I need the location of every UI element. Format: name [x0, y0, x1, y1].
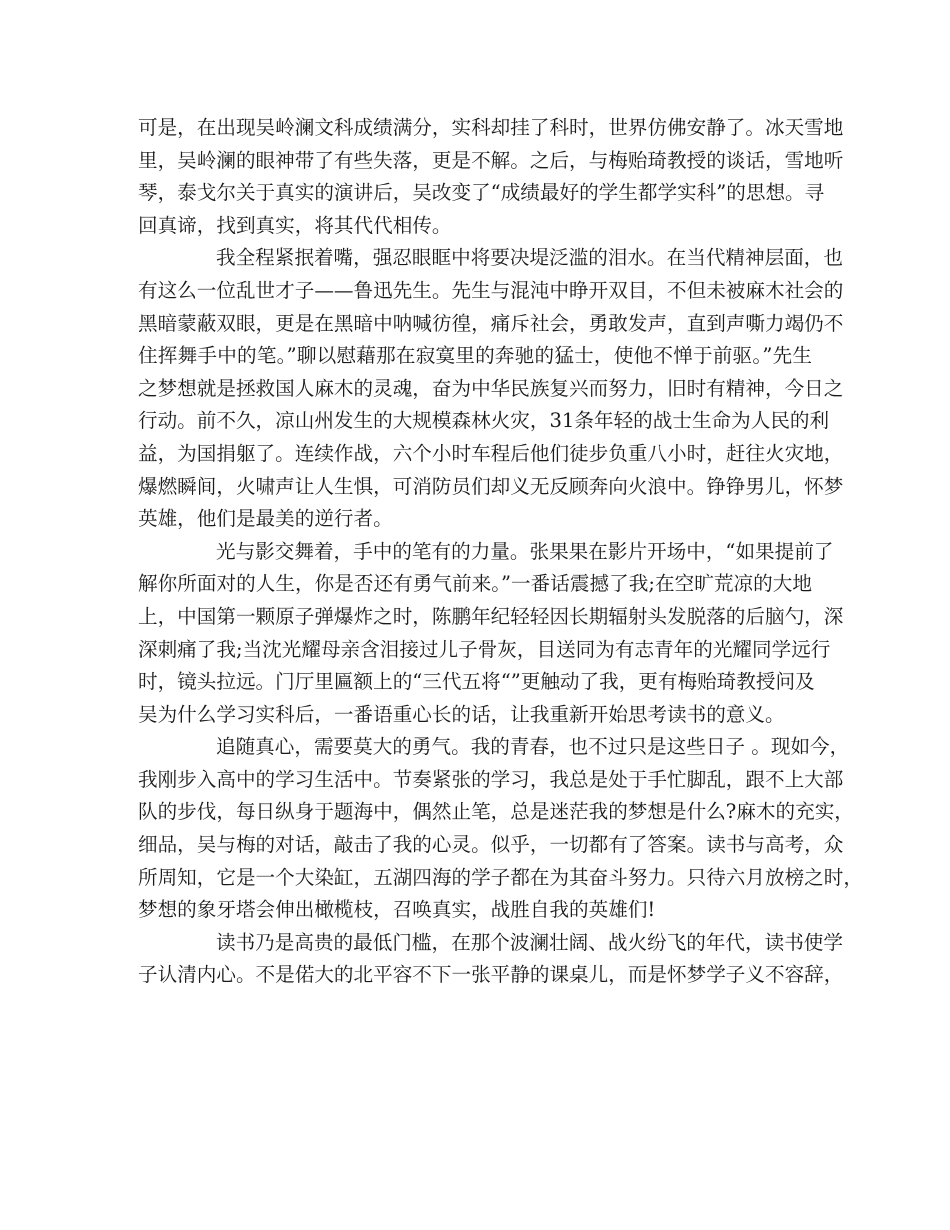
paragraph-2: [138, 242, 844, 535]
text-line: 有这么一位乱世才子——鲁迅先生。先生与混沌中睁开双目，不但未被麻木社会的: [138, 278, 844, 302]
text-line: 琴，泰戈尔关于真实的演讲后，吴改变了“成绩最好的学生都学实科”的思想。寻: [138, 181, 825, 205]
text-line: 吴为什么学习实科后，一番语重心长的话，让我重新开始思考读书的意义。: [138, 702, 785, 726]
text-line: 光与影交舞着，手中的笔有的力量。张果果在影片开场中，“如果提前了: [216, 539, 834, 563]
text-line: 益，为国捐躯了。连续作战，六个小时车程后他们徒步负重八小时，赶往火灾地，: [138, 441, 844, 465]
text-line: 梦想的象牙塔会伸出橄榄枝，召唤真实，战胜自我的英雄们!: [138, 898, 656, 922]
paragraph-1: [138, 112, 844, 242]
paragraph-3: [138, 536, 844, 732]
text-line: 爆燃瞬间，火啸声让人生惧，可消防员们却义无反顾奔向火浪中。铮铮男儿，怀梦: [138, 474, 844, 498]
text-line: 英雄，他们是最美的逆行者。: [138, 507, 393, 531]
text-line: 行动。前不久，凉山州发生的大规模森林火灾，31条年轻的战士生命为人民的利: [138, 409, 830, 433]
text-line: 深刺痛了我;当沈光耀母亲含泪接过儿子骨灰，目送同为有志青年的光耀同学远行: [138, 637, 831, 661]
text-line: 回真谛，找到真实，将其代代相传。: [138, 213, 452, 237]
text-line: 解你所面对的人生，你是否还有勇气前来。”一番话震撼了我;在空旷荒凉的大地: [138, 572, 812, 596]
text-line: 队的步伐，每日纵身于题海中，偶然止笔，总是迷茫我的梦想是什么?麻木的充实，: [138, 800, 854, 824]
text-line: 读书乃是高贵的最低门槛，在那个波澜壮阔、战火纷飞的年代，读书使学: [216, 930, 843, 954]
text-line: 住挥舞手中的笔。”聊以慰藉那在寂寞里的奔驰的猛士，使他不惮于前驱。”先生: [138, 344, 812, 368]
text-line: 追随真心，需要莫大的勇气。我的青春，也不过只是这些日子 。现如今，: [216, 735, 850, 759]
text-line: 上，中国第一颗原子弹爆炸之时，陈鹏年纪轻轻因长期辐射头发脱落的后脑勺，深: [138, 604, 844, 628]
text-line: 我全程紧抿着嘴，强忍眼眶中将要决堤泛滥的泪水。在当代精神层面，也: [216, 246, 843, 270]
paragraph-4: [138, 731, 863, 927]
text-line: 细品，吴与梅的对话，敲击了我的心灵。似乎，一切都有了答案。读书与高考，众: [138, 833, 844, 857]
text-line: 子认清内心。不是偌大的北平容不下一张平静的课桌儿，而是怀梦学子义不容辞，: [138, 963, 844, 987]
text-line: 所周知，它是一个大染缸，五湖四海的学子都在为其奋斗努力。只待六月放榜之时，: [138, 865, 863, 889]
text-line: 可是，在出现吴岭澜文科成绩满分，实科却挂了科时，世界仿佛安静了。冰天雪地: [138, 116, 844, 139]
text-line: 黑暗蒙蔽双眼，更是在黑暗中呐喊彷徨，痛斥社会，勇敢发声，直到声嘶力竭仍不: [138, 311, 844, 335]
text-line: 时，镜头拉远。门厅里匾额上的“三代五将“”更触动了我，更有梅贻琦教授问及: [138, 670, 815, 694]
paragraph-5: [138, 927, 844, 992]
text-line: 里，吴岭澜的眼神带了有些失落，更是不解。之后，与梅贻琦教授的谈话，雪地听: [138, 148, 844, 172]
text-line: 之梦想就是拯救国人麻木的灵魂，奋为中华民族复兴而努力，旧时有精神，今日之: [138, 376, 844, 400]
text-line: 我刚步入高中的学习生活中。节奏紧张的学习，我总是处于手忙脚乱，跟不上大部: [138, 767, 844, 791]
essay-body: [138, 112, 863, 992]
